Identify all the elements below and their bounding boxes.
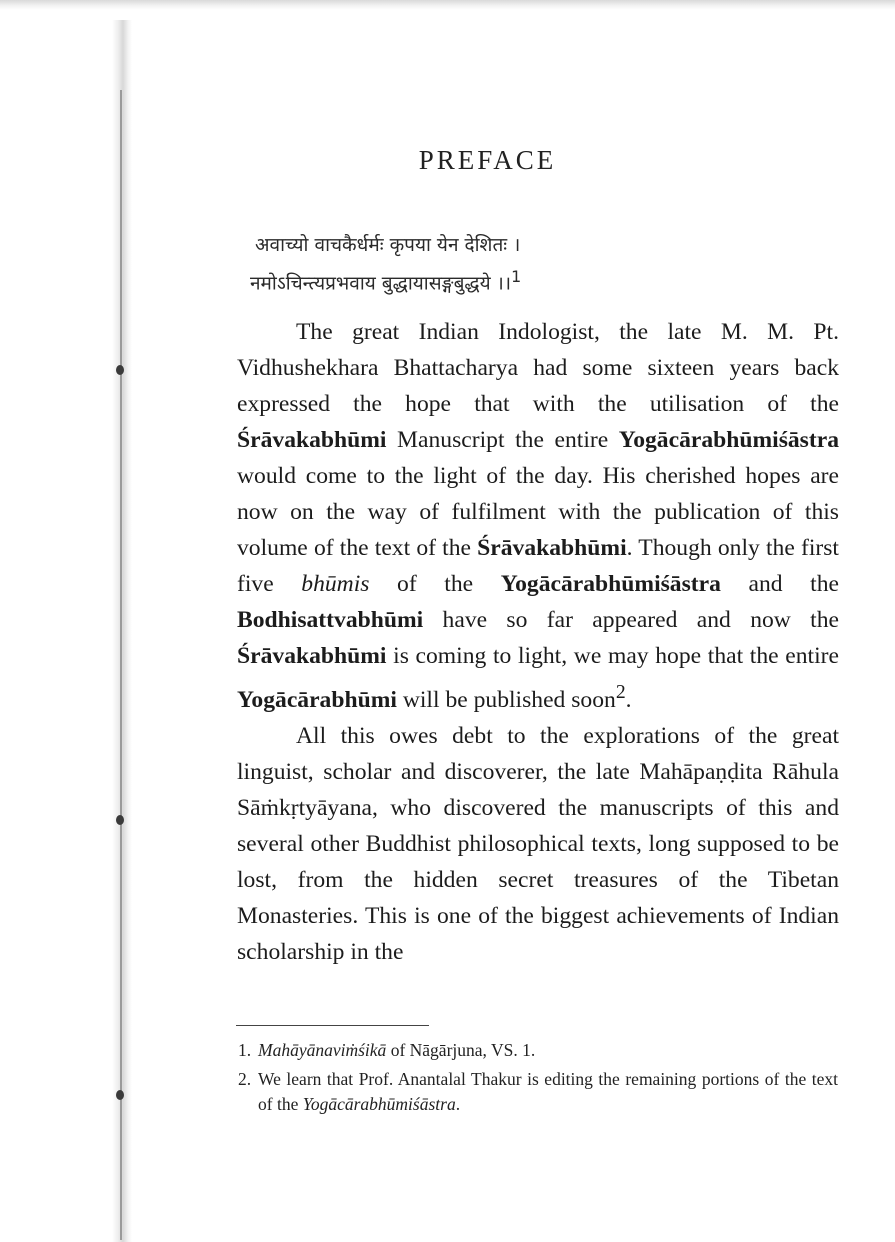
text-run: have so far appeared and now the — [423, 607, 839, 633]
scan-top-edge — [0, 0, 895, 10]
binding-line — [120, 90, 122, 1240]
text-run: . — [455, 1094, 461, 1114]
italic-term: bhūmis — [301, 571, 370, 597]
text-run: of Nāgārjuna, VS. 1. — [386, 1040, 536, 1060]
italic-title: Yogācārabhūmiśāstra — [302, 1094, 456, 1114]
text-run: Manuscript the entire — [386, 427, 619, 453]
text-run: is coming to light, we may hope that the entire — [386, 643, 839, 669]
paragraph-2: All this owes debt to the explorations of the great linguist, scholar and discoverer, the late Mahāpaṇḍita Rāhula Sāṁkṛtyāyana, who discovered the manuscripts of this and several other Buddhist philosophical texts, long supposed to be lost, from the hidden secret treasures of the Tibetan Monasteries. This is one of the biggest achievements of Indian scholarship in the — [237, 722, 839, 965]
preface-body — [237, 314, 839, 970]
text-run: . — [625, 686, 632, 713]
footnote-2 — [238, 1067, 838, 1117]
book-gutter-shadow — [112, 20, 132, 1242]
text-run: . Though only the first five — [237, 535, 839, 597]
paragraph-1 — [237, 314, 839, 718]
bold-term: Bodhisattvabhūmi — [237, 607, 424, 633]
footnote-number: 2. — [238, 1069, 252, 1089]
binding-mark — [116, 815, 124, 825]
footnote-text — [258, 1067, 838, 1117]
text-run: would come to the light of the day. His cherished hopes are now on the way of fulfilment with the publication of this volume of the text of the — [237, 463, 839, 561]
text-run: of the — [369, 571, 501, 597]
verse-line-2-text: नमोऽचिन्त्यप्रभवाय बुद्धायासङ्गबुद्धये ।। — [250, 272, 512, 295]
sanskrit-verse-line-2 — [250, 267, 770, 295]
verse-footnote-ref: 1 — [511, 267, 522, 286]
footnote-text — [258, 1038, 838, 1063]
bold-term: Śrāvakabhūmi — [237, 643, 387, 669]
page-title: PREFACE — [418, 145, 557, 175]
text-run: will be published soon — [396, 686, 616, 713]
footnote-divider — [236, 1025, 429, 1026]
sanskrit-verse-line-1: अवाच्यो वाचकैर्धर्मः कृपया येन देशितः । — [255, 234, 521, 256]
footnotes — [238, 1038, 838, 1121]
bold-term: Yogācārabhūmi — [237, 686, 397, 713]
binding-mark — [116, 1090, 124, 1100]
text-run: The great Indian Indologist, the late M. M. Pt. Vidhushekhara Bhattacharya had some sixteen years back expressed the hope that with the utilisation of the — [237, 319, 839, 417]
footnote-ref: 2 — [615, 681, 626, 703]
italic-title: Mahāyānaviṁśikā — [258, 1040, 387, 1060]
bold-term: Śrāvakabhūmi — [477, 535, 627, 561]
footnote-number: 1. — [238, 1040, 252, 1060]
binding-mark — [116, 365, 124, 375]
text-run: and the — [720, 571, 839, 597]
bold-term: Śrāvakabhūmi — [237, 427, 387, 453]
bold-term: Yogācārabhūmiśāstra — [618, 427, 839, 453]
footnote-1 — [238, 1038, 838, 1063]
text-run: We learn that Prof. Anantalal Thakur is editing the remaining portions of the text of the — [258, 1069, 838, 1114]
bold-term: Yogācārabhūmiśāstra — [500, 571, 721, 597]
